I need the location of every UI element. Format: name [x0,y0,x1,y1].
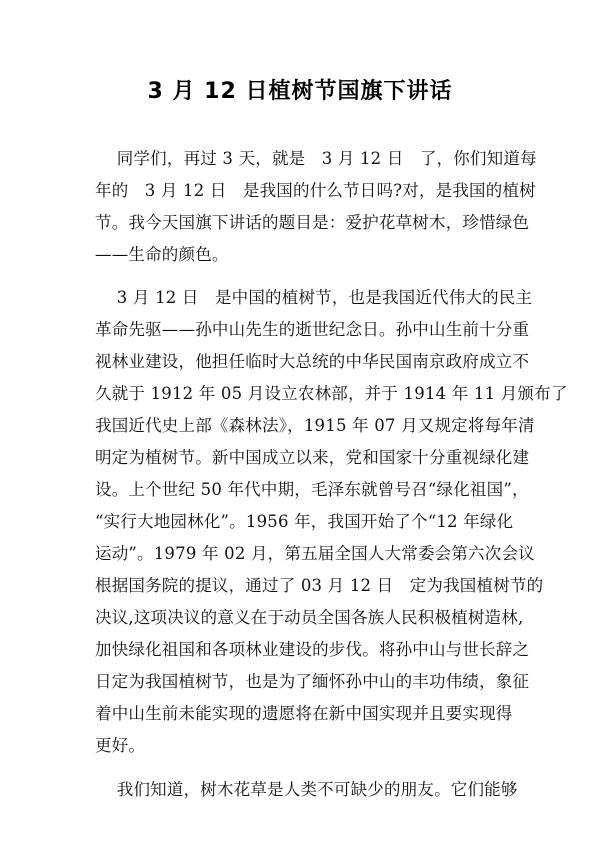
text-line: 我国近代史上部《森林法》，1915 年 07 月又规定将每年清 [95,416,535,435]
text-line: 决议,这项决议的意义在于动员全国各族人民积极植树造林, [95,608,524,627]
text-line: 明定为植树节。新中国成立以来，党和国家十分重视绿化建 [95,448,530,467]
paragraph-3 [95,774,516,806]
text-line: 久就于 1912 年 05 月设立农林部，并于 1914 年 11 月颁布了 [95,384,568,403]
text-line: 加快绿化祖国和各项林业建设的步伐。将孙中山与世长辞之 [95,640,530,659]
text-line: 我们知道，树木花草是人类不可缺少的朋友。它们能够 [95,780,518,799]
text-line: 根据国务院的提议，通过了 03 月 12 日 定为我国植树节的 [95,576,544,595]
text-line: 更好。 [95,736,146,755]
text-line: 日定为我国植树节，也是为了缅怀孙中山的丰功伟绩，象征 [95,672,530,691]
paragraph-spacer [95,762,516,774]
text-line: “实行大地园林化”。1956 年，我国开始了个“12 年绿化 [95,512,514,531]
paragraph-2 [95,282,568,762]
text-line: ——生命的颜色。 [95,245,229,264]
document-body [95,143,568,806]
text-line: 年的 3 月 12 日 是我国的什么节日吗?对，是我国的植树 [95,181,536,200]
text-line: 3 月 12 日 是中国的植树节，也是我国近代伟大的民主 [95,288,533,307]
text-line: 同学们，再过 3 天，就是 3 月 12 日 了，你们知道每 [95,149,537,168]
document-title: 3 月 12 日植树节国旗下讲话 [147,79,453,104]
text-line: 着中山生前未能实现的遗愿将在新中国实现并且要实现得 [95,704,513,723]
text-line: 设。上个世纪 50 年代中期，毛泽东就曾号召“绿化祖国”， [95,480,529,499]
text-line: 视林业建设，他担任临时大总统的中华民国南京政府成立不 [95,352,530,371]
text-line: 运动”。1979 年 02 月，第五届全国人大常委会第六次会议 [95,544,535,563]
paragraph-1 [95,143,537,271]
text-line: 节。我今天国旗下讲话的题目是：爱护花草树木，珍惜绿色 [95,213,530,232]
text-line: 革命先驱——孙中山先生的逝世纪念日。孙中山生前十分重 [95,320,530,339]
paragraph-spacer [95,271,516,282]
